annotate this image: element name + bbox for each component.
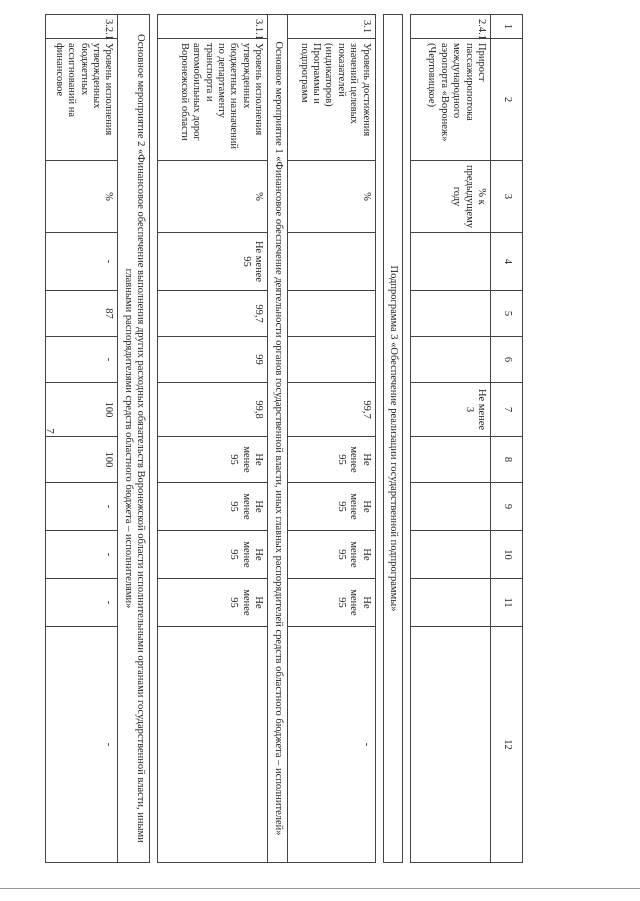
spacer-row <box>150 15 158 863</box>
value-cell: 100 <box>46 437 118 483</box>
header-cell: 11 <box>491 579 523 627</box>
value-cell: - <box>46 579 118 627</box>
header-cell: 6 <box>491 337 523 383</box>
row-id: 3.1 <box>287 15 375 39</box>
value-cell: 100 <box>46 383 118 437</box>
value-cell <box>411 337 491 383</box>
value-cell: Не менее 95 <box>287 483 375 531</box>
value-cell <box>411 437 491 483</box>
value-cell <box>411 579 491 627</box>
table-row <box>287 15 375 863</box>
value-cell: Не менее 95 <box>287 531 375 579</box>
header-cell: 8 <box>491 437 523 483</box>
unit-cell: % <box>287 161 375 233</box>
row-id: 3.1.1 <box>158 15 268 39</box>
value-cell: Не менее 95 <box>158 483 268 531</box>
header-cell: 4 <box>491 233 523 291</box>
value-cell: - <box>46 233 118 291</box>
scan-edge-line <box>0 888 640 889</box>
spacer-row <box>375 15 383 863</box>
header-cell: 5 <box>491 291 523 337</box>
table-row <box>158 15 268 863</box>
header-cell: 7 <box>491 383 523 437</box>
value-cell: Не менее 95 <box>158 437 268 483</box>
value-cell: 99,8 <box>158 383 268 437</box>
value-cell: Не менее 95 <box>158 579 268 627</box>
header-cell: 9 <box>491 483 523 531</box>
indicator-name: Прирост пассажиропотока международного аэропорта «Воронеж» (Чертовицкое) <box>411 39 491 161</box>
header-row <box>491 15 523 863</box>
header-cell: 12 <box>491 627 523 863</box>
value-cell: Не менее 95 <box>158 233 268 291</box>
header-cell: 3 <box>491 161 523 233</box>
value-cell: Не менее 95 <box>287 579 375 627</box>
value-cell <box>411 627 491 863</box>
value-cell: Не менее 95 <box>287 437 375 483</box>
value-cell: - <box>46 483 118 531</box>
value-cell: 99,7 <box>287 383 375 437</box>
value-cell <box>158 627 268 863</box>
value-cell <box>287 337 375 383</box>
value-cell: Не менее 3 <box>411 383 491 437</box>
page-number: 7 <box>44 428 56 434</box>
value-cell <box>287 233 375 291</box>
value-cell <box>411 483 491 531</box>
spacer-row <box>403 15 411 863</box>
row-id: 2.4.1 <box>411 15 491 39</box>
indicator-name: Уровень исполнения утвержденных бюджетных назначений по департаменту транспорта и автомобильных дорог Воронежской области <box>158 39 268 161</box>
row-id: 3.2.1 <box>46 15 118 39</box>
unit-cell: % к предыдущему году <box>411 161 491 233</box>
unit-cell: % <box>158 161 268 233</box>
value-cell: - <box>287 627 375 863</box>
header-cell: 2 <box>491 39 523 161</box>
header-cell: 10 <box>491 531 523 579</box>
spacer-cell <box>150 15 158 863</box>
indicators-table <box>46 14 524 863</box>
value-cell <box>411 233 491 291</box>
value-cell: - <box>46 337 118 383</box>
section-title: Основное мероприятие 2 «Финансовое обеспечение выполнения других расходных обязательств Воронежской области исполнительными органами государственной власти, иными главными распорядителями средств областного бюджета – исполнителями» <box>118 15 150 863</box>
value-cell: - <box>46 531 118 579</box>
header-cell: 1 <box>491 15 523 39</box>
indicator-name: Уровень достижения значений целевых показателей (индикаторов) Программы и подпрограмм <box>287 39 375 161</box>
table-row <box>411 15 491 863</box>
section-title: Основное мероприятие 1 «Финансовое обеспечение деятельности органов государственной власти, иных главных распорядителей средств областного бюджета – исполнителей» <box>268 15 287 863</box>
section-title: Подпрограмма 3 «Обеспечение реализации государственной подпрограммы» <box>383 15 402 863</box>
value-cell: Не менее 95 <box>158 531 268 579</box>
table-row <box>46 15 118 863</box>
section-row <box>118 15 150 863</box>
value-cell <box>287 291 375 337</box>
indicator-name: Уровень исполнения утвержденных бюджетных ассигнований на финансовое <box>46 39 118 161</box>
value-cell: 87 <box>46 291 118 337</box>
section-row <box>268 15 287 863</box>
unit-cell: % <box>46 161 118 233</box>
section-row <box>383 15 402 863</box>
spacer-cell <box>375 15 383 863</box>
value-cell: - <box>46 627 118 863</box>
rotated-table-container <box>54 14 523 843</box>
value-cell <box>411 291 491 337</box>
value-cell: 99,7 <box>158 291 268 337</box>
value-cell <box>411 531 491 579</box>
value-cell: 99 <box>158 337 268 383</box>
spacer-cell <box>403 15 411 863</box>
